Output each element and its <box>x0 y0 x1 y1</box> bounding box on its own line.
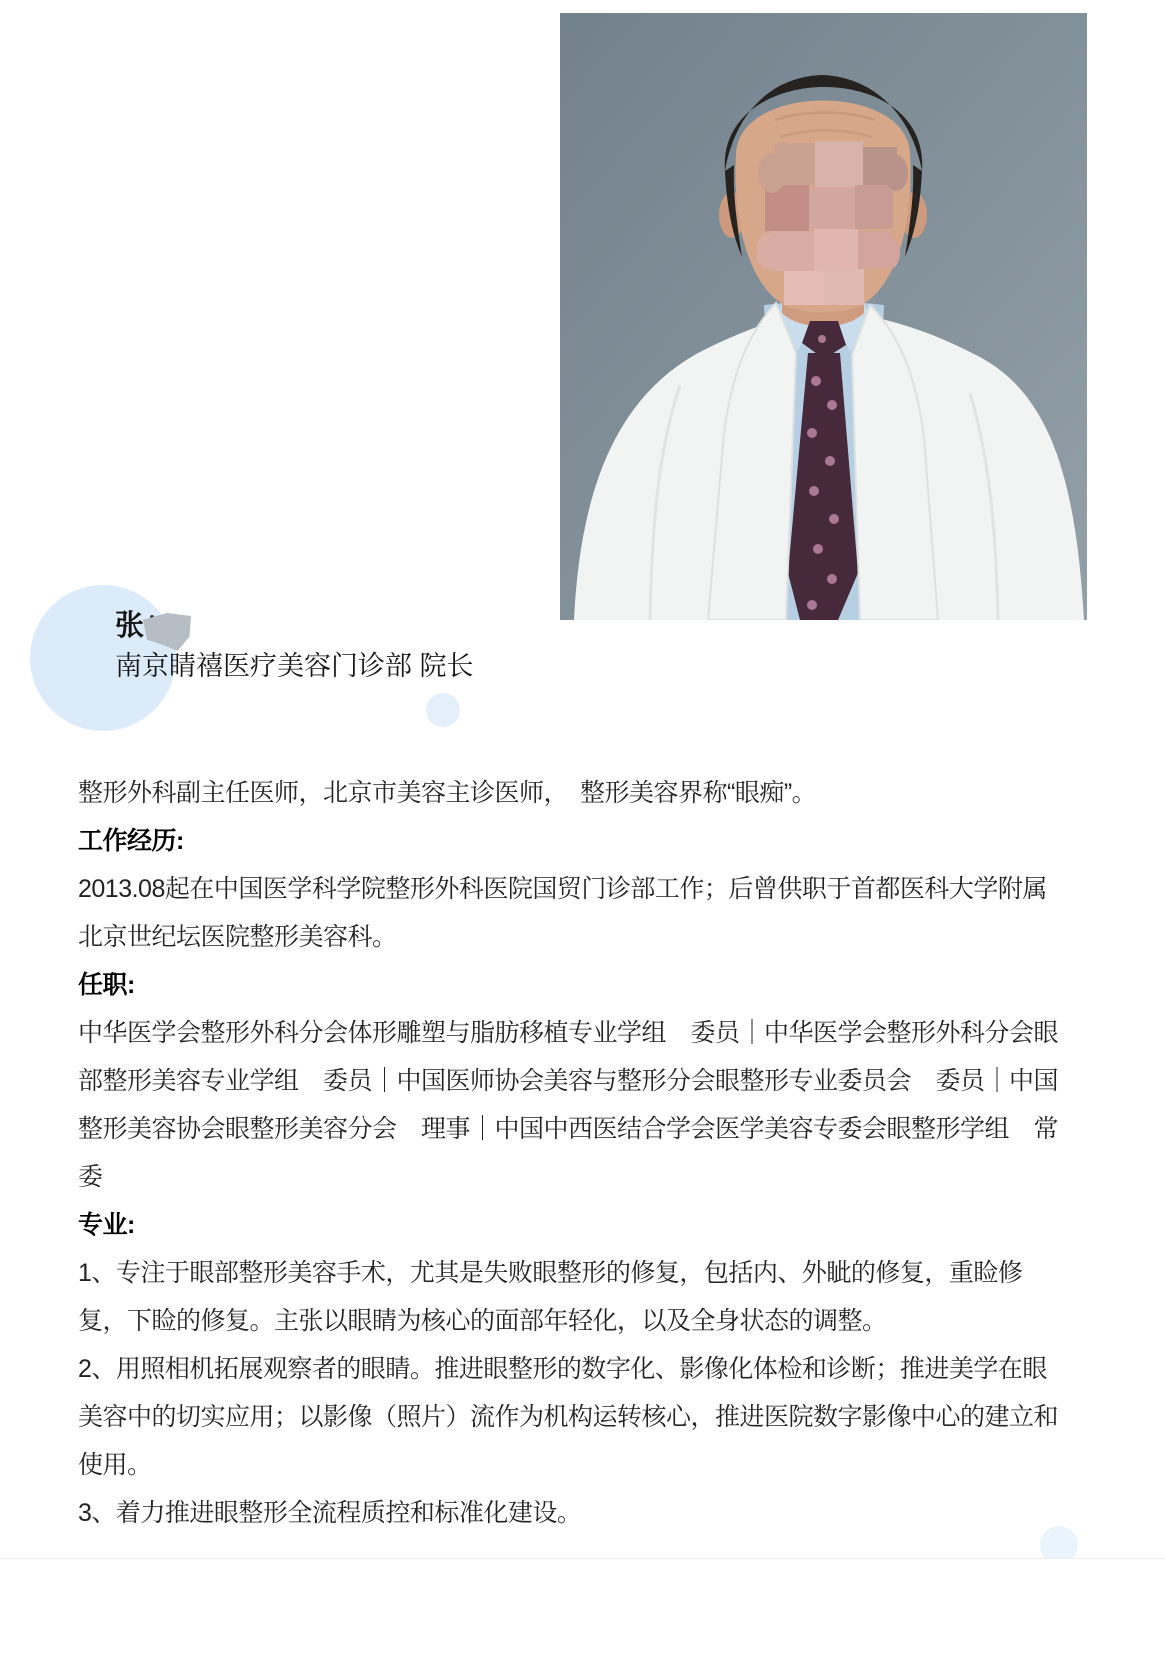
bio-line: 3、着力推进眼整形全流程质控和标准化建设。 <box>78 1499 582 1527</box>
bio-line: 整形外科副主任医师，北京市美容主诊医师， 整形美容界称“眼痴”。 <box>78 779 817 807</box>
account-footer-bar <box>0 1558 1165 1659</box>
bio-heading-work-experience: 工作经历: <box>78 827 184 855</box>
bio-heading-positions: 任职: <box>78 971 135 999</box>
bio-line: 2、用照相机拓展观察者的眼睛。推进眼整形的数字化、影像化体检和诊断；推进美学在眼 <box>78 1355 1047 1383</box>
bio-line: 部整形美容专业学组 委员｜中国医师协会美容与整形分会眼整形专业委员会 委员｜中国 <box>78 1067 1059 1095</box>
bio-heading-specialty: 专业: <box>78 1211 135 1239</box>
bio-line: 使用。 <box>78 1451 152 1479</box>
bio-line: 美容中的切实应用；以影像（照片）流作为机构运转核心，推进医院数字影像中心的建立和 <box>78 1403 1059 1431</box>
bio-line: 整形美容协会眼整形美容分会 理事｜中国中西医结合学会医学美容专委会眼整形学组 常 <box>78 1115 1059 1143</box>
decor-circle-small <box>426 693 460 727</box>
doctor-portrait-photo[interactable] <box>560 13 1087 620</box>
bio-line: 2013.08起在中国医学科学院整形外科医院国贸门诊部工作；后曾供职于首都医科大学附属 <box>78 875 1047 903</box>
bio-line: 复，下睑的修复。主张以眼睛为核心的面部年轻化，以及全身状态的调整。 <box>78 1307 887 1335</box>
bio-line: 中华医学会整形外科分会体形雕塑与脂肪移植专业学组 委员｜中华医学会整形外科分会眼 <box>78 1019 1059 1047</box>
doctor-name: 张 <box>115 610 145 642</box>
biography-text <box>78 769 1092 1537</box>
bio-line: 北京世纪坛医院整形美容科。 <box>78 923 397 951</box>
bio-line: 1、专注于眼部整形美容手术，尤其是失败眼整形的修复，包括内、外眦的修复，重睑修 <box>78 1259 1023 1287</box>
bio-line: 委 <box>78 1163 103 1191</box>
doctor-title: 南京睛禧医疗美容门诊部 院长 <box>115 651 474 681</box>
